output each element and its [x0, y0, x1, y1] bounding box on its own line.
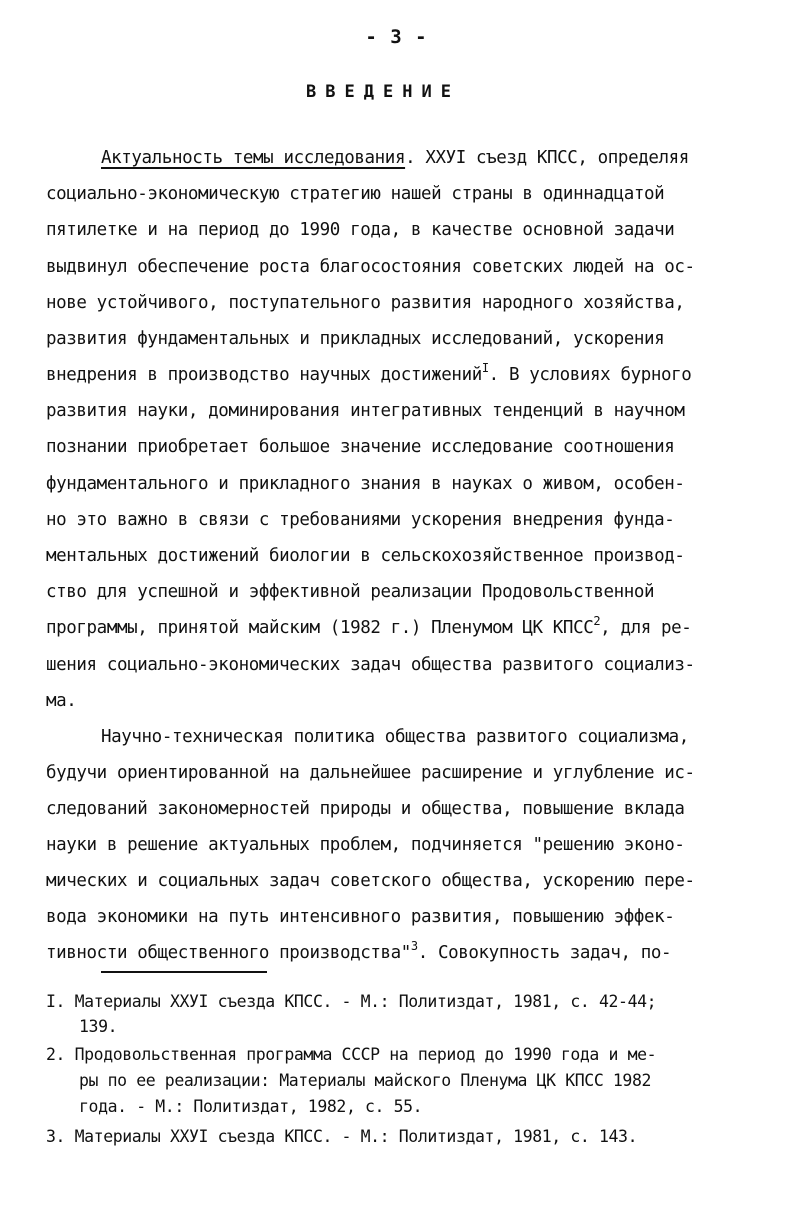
- paragraph-line: Научно-техническая политика общества развитого социализма,: [101, 727, 689, 747]
- paragraph-line: программы, принятой майским (1982 г.) Пленумом ЦК КПСС$^2$, для ре-: [46, 614, 692, 638]
- footnote-2-cont: года. - М.: Политиздат, 1982, с. 55.: [79, 1097, 423, 1116]
- footnote-2-cont: ры по ее реализации: Материалы майского Пленума ЦК КПСС 1982: [79, 1071, 652, 1090]
- paragraph-line: нове устойчивого, поступательного развития народного хозяйства,: [46, 293, 685, 313]
- footnote-ref: I: [481, 361, 489, 375]
- footnote-ref: 3: [410, 939, 418, 953]
- underlined-topic: Актуальность темы исследования: [101, 148, 406, 168]
- paragraph-line: будучи ориентированной на дальнейшее расширение и углубление ис-: [46, 763, 695, 783]
- paragraph-line: фундаментального и прикладного знания в науках о живом, особен-: [46, 474, 685, 494]
- footnote-2: 2. Продовольственная программа СССР на период до 1990 года и ме-: [46, 1045, 657, 1064]
- paragraph-line: ство для успешной и эффективной реализации Продовольственной: [46, 582, 655, 602]
- paragraph-line: шения социально-экономических задач общества развитого социализ-: [46, 655, 695, 675]
- footnote-1-cont: 139.: [79, 1017, 118, 1036]
- paragraph-line: вода экономики на путь интенсивного развития, повышению эффек-: [46, 907, 675, 927]
- paragraph-line: но это важно в связи с требованиями ускорения внедрения фунда-: [46, 510, 675, 530]
- paragraph-line: ма.: [46, 691, 77, 711]
- paragraph-line: познании приобретает большое значение исследование соотношения: [46, 437, 675, 457]
- paragraph-line: внедрения в производство научных достижений$^I$. В условиях бурного: [46, 361, 692, 385]
- paragraph-line: пятилетке и на период до 1990 года, в качестве основной задачи: [46, 220, 675, 240]
- footnote-3: 3. Материалы ХХУI съезда КПСС. - М.: Политиздат, 1981, с. 143.: [46, 1127, 638, 1146]
- paragraph-line: науки в решение актуальных проблем, подчиняется "решению эконо-: [46, 835, 685, 855]
- footnote-ref: 2: [593, 614, 601, 628]
- paragraph-line: мических и социальных задач советского общества, ускорению пере-: [46, 871, 695, 891]
- paragraph-line: социально-экономическую стратегию нашей страны в одиннадцатой: [46, 184, 665, 204]
- paragraph-line: ментальных достижений биологии в сельскохозяйственное производ-: [46, 546, 685, 566]
- paragraph-line: следований закономерностей природы и общества, повышение вклада: [46, 799, 685, 819]
- footnote-1: I. Материалы ХХУI съезда КПСС. - М.: Политиздат, 1981, с. 42-44;: [46, 992, 657, 1011]
- section-heading: ВВЕДЕНИЕ: [306, 82, 460, 102]
- page-number: - 3 -: [365, 26, 428, 48]
- paragraph-line: Актуальность темы исследования. ХХУI съезд КПСС, определяя: [101, 148, 689, 168]
- paragraph-line: тивности общественного производства"$^3$. Совокупность задач, по-: [46, 939, 672, 963]
- paragraph-line: выдвинул обеспечение роста благосостояния советских людей на ос-: [46, 257, 695, 277]
- footnote-divider: [101, 971, 267, 973]
- paragraph-line: развития фундаментальных и прикладных исследований, ускорения: [46, 329, 665, 349]
- paragraph-line: развития науки, доминирования интегративных тенденций в научном: [46, 401, 685, 421]
